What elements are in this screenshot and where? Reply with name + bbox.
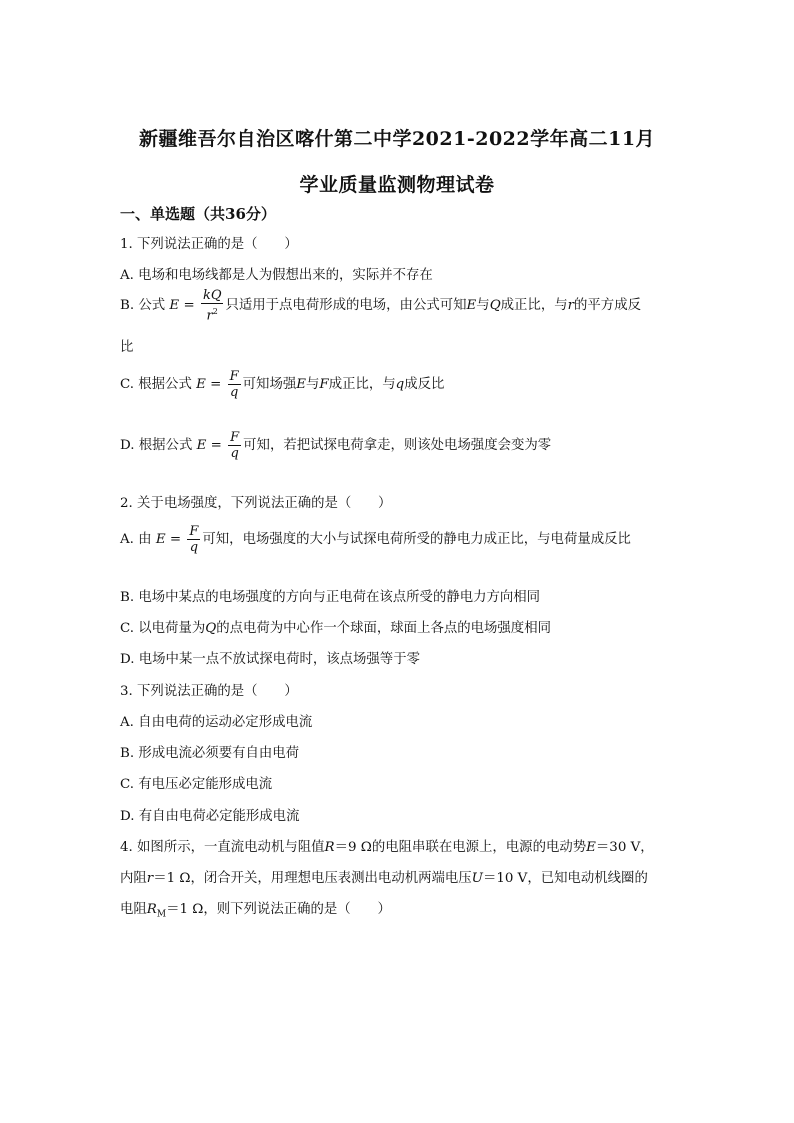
q1-d-text: 可知，若把试探电荷拿走，则该处电场强度会变为零 (243, 438, 552, 453)
q1-b-formula-lhs: E = (169, 298, 195, 314)
q1-c-formula-lhs: E = (196, 377, 222, 392)
q1-b-denominator (201, 304, 224, 323)
q1-d-fraction (228, 430, 241, 461)
q3-stem: 3. 下列说法正确的是（ ） (120, 684, 298, 699)
q1-c-text1: 可知场强 (242, 377, 297, 392)
q4-var-u: U (471, 871, 483, 886)
q1-b-text1: 只适用于点电荷形成的电场，由公式可知 (225, 298, 467, 314)
q4-var-rm-sub: M (156, 909, 167, 920)
q1-c-numerator: F (229, 369, 239, 384)
q4-l1-text1: 4. 如图所示，一直流电动机与阻值 (120, 840, 325, 855)
q2-c-prefix: C. 以电荷量为 (120, 621, 206, 636)
exam-title-line1: 新疆维吾尔自治区喀什第二中学2021-2022学年高二11月 (138, 128, 656, 150)
q3-option-c: C. 有电压必定能形成电流 (120, 777, 273, 792)
q2-option-b: B. 电场中某点的电场强度的方向与正电荷在该点所受的静电力方向相同 (120, 590, 541, 605)
q4-l2-text1: 内阻 (120, 871, 147, 886)
q1-stem: 1. 下列说法正确的是（ ） (120, 237, 298, 252)
q3-option-a: A. 自由电荷的运动必定形成电流 (120, 715, 313, 730)
q1-c-text4: 成反比 (404, 377, 445, 392)
section-heading: 一、单选题（共36分） (120, 205, 276, 223)
q2-stem: 2. 关于电场强度，下列说法正确的是（ ） (120, 496, 392, 511)
q2-a-text: 可知，电场强度的大小与试探电荷所受的静电力成正比，与电荷量成反比 (202, 532, 631, 547)
q1-option-d (120, 430, 551, 461)
q4-line1 (120, 836, 654, 855)
q2-a-formula-lhs: E = (155, 532, 182, 547)
q1-option-b (120, 288, 641, 323)
q2-option-c (120, 617, 551, 636)
q1-b-den-base: r (206, 308, 213, 324)
q1-d-prefix: D. 根据公式 (120, 438, 193, 453)
q1-c-denominator: q (229, 385, 239, 400)
exam-title-line2: 学业质量监测物理试卷 (299, 174, 495, 196)
q1-b-var-r: r (567, 298, 575, 314)
q4-var-rm: R (146, 902, 157, 917)
q1-c-text3: 成正比，与 (328, 377, 396, 392)
q4-var-r-big: R (324, 840, 335, 855)
q4-var-r-small: r (146, 871, 154, 886)
q1-c-prefix: C. 根据公式 (120, 377, 192, 392)
q1-d-denominator: q (230, 446, 239, 461)
q3-option-b: B. 形成电流必须要有自由电荷 (120, 746, 300, 761)
q2-a-fraction (187, 524, 200, 555)
q1-c-var-e: E (296, 377, 307, 392)
q1-b-text3: 成正比，与 (500, 298, 568, 314)
q2-a-prefix: A. 由 (120, 532, 152, 547)
q1-option-a: A. 电场和电场线都是人为假想出来的，实际并不存在 (120, 268, 433, 283)
q4-l2-text3: ＝10 V，已知电动机线圈的 (482, 871, 648, 886)
q2-c-text: 的点电荷为中心作一个球面，球面上各点的电场强度相同 (216, 621, 551, 636)
q4-l1-text2: ＝9 Ω的电阻串联在电源上，电源的电动势 (334, 840, 587, 855)
q1-b-numerator: kQ (202, 288, 222, 303)
q4-l3-text2: ＝1 Ω，则下列说法正确的是（ ） (166, 902, 391, 917)
q4-var-e: E (586, 840, 596, 855)
q2-a-numerator: F (189, 524, 199, 539)
q1-b-var-e: E (466, 298, 477, 314)
q2-a-denominator: q (189, 540, 199, 555)
q1-b-text2: 与 (476, 298, 490, 314)
q2-c-var-q: Q (205, 621, 217, 636)
q1-d-numerator: F (230, 430, 240, 445)
q1-b-prefix: B. 公式 (120, 298, 166, 314)
q1-c-text2: 与 (306, 377, 320, 392)
q4-line3 (120, 898, 391, 920)
q4-l3-text1: 电阻 (120, 902, 147, 917)
q1-b-text4: 的平方成反 (574, 298, 641, 314)
q1-b-den-exp: 2 (212, 307, 218, 316)
q4-line2 (120, 867, 648, 886)
q2-option-a (120, 524, 631, 555)
q4-l1-text3: ＝30 V， (595, 840, 654, 855)
q3-option-d: D. 有自由电荷必定能形成电流 (120, 809, 300, 824)
q1-option-c (120, 369, 444, 400)
q1-b-fraction (201, 288, 224, 323)
q4-l2-text2: ＝1 Ω，闭合开关，用理想电压表测出电动机两端电压 (153, 871, 472, 886)
q1-c-var-q: q (395, 377, 405, 392)
q1-option-b-cont: 比 (120, 340, 134, 355)
q1-b-var-q: Q (489, 298, 501, 314)
q1-d-formula-lhs: E = (196, 438, 222, 453)
q2-option-d: D. 电场中某一点不放试探电荷时，该点场强等于零 (120, 652, 420, 667)
q1-c-var-f: F (319, 377, 329, 392)
q1-c-fraction (228, 369, 241, 400)
